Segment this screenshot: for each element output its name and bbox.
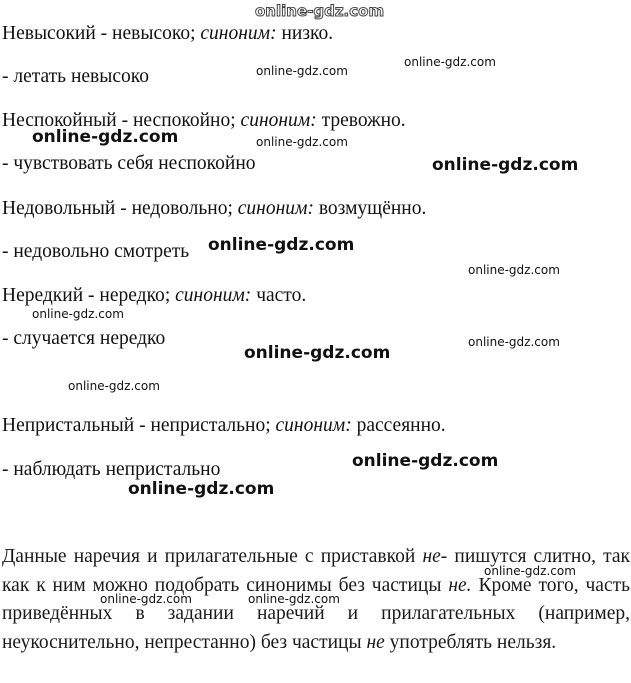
entry-4-definition: Нередкий - нередко; синоним: часто. (2, 285, 307, 306)
watermark: online-gdz.com (68, 379, 160, 393)
watermark: online-gdz.com (32, 307, 124, 321)
entry-1-definition: Невысокий - невысоко; синоним: низко. (2, 23, 334, 44)
watermark: online-gdz.com (32, 127, 179, 147)
entry-3-example: - недовольно смотреть (2, 241, 190, 262)
synonym-label: синоним: (240, 110, 317, 131)
entry-4-example: - случается нередко (2, 328, 166, 349)
watermark: online-gdz.com (352, 451, 499, 471)
entry-5-example: - наблюдать непристально (2, 459, 221, 480)
synonym-label: синоним: (175, 285, 252, 306)
watermark: online-gdz.com (404, 55, 496, 69)
entry-1-example: - летать невысоко (2, 66, 149, 87)
watermark: online-gdz.com (256, 135, 348, 149)
conclusion-paragraph: Данные наречия и прилагательные с приставкой не- пишутся слитно, так как к ним можно подобрать синонимы без частицы не. Кроме того, часть приведённых в задании наречий и прилагательных (например, неукоснительно, непрестанно) без частицы не употреблять нельзя. (2, 546, 631, 653)
entry-2-definition: Неспокойный - неспокойно; синоним: тревожно. (2, 110, 406, 131)
watermark: online-gdz.com (248, 592, 340, 606)
watermark: online-gdz.com (468, 263, 560, 277)
synonym-label: синоним: (237, 198, 314, 219)
watermark: online-gdz.com (468, 335, 560, 349)
watermark: online-gdz.com (128, 479, 275, 499)
synonym-label: синоним: (275, 415, 352, 436)
watermark: online-gdz.com (484, 564, 576, 578)
entry-2-example: - чувствовать себя неспокойно (2, 153, 256, 174)
entry-3-definition: Недовольный - недовольно; синоним: возмущённо. (2, 198, 427, 219)
synonym-label: синоним: (200, 23, 277, 44)
entry-5-definition: Непристальный - непристально; синоним: рассеянно. (2, 415, 446, 436)
watermark-top: online-gdz.com (255, 2, 385, 20)
watermark: online-gdz.com (244, 343, 391, 363)
watermark: online-gdz.com (432, 155, 579, 175)
watermark: online-gdz.com (208, 235, 355, 255)
watermark: online-gdz.com (100, 592, 192, 606)
watermark: online-gdz.com (256, 64, 348, 78)
